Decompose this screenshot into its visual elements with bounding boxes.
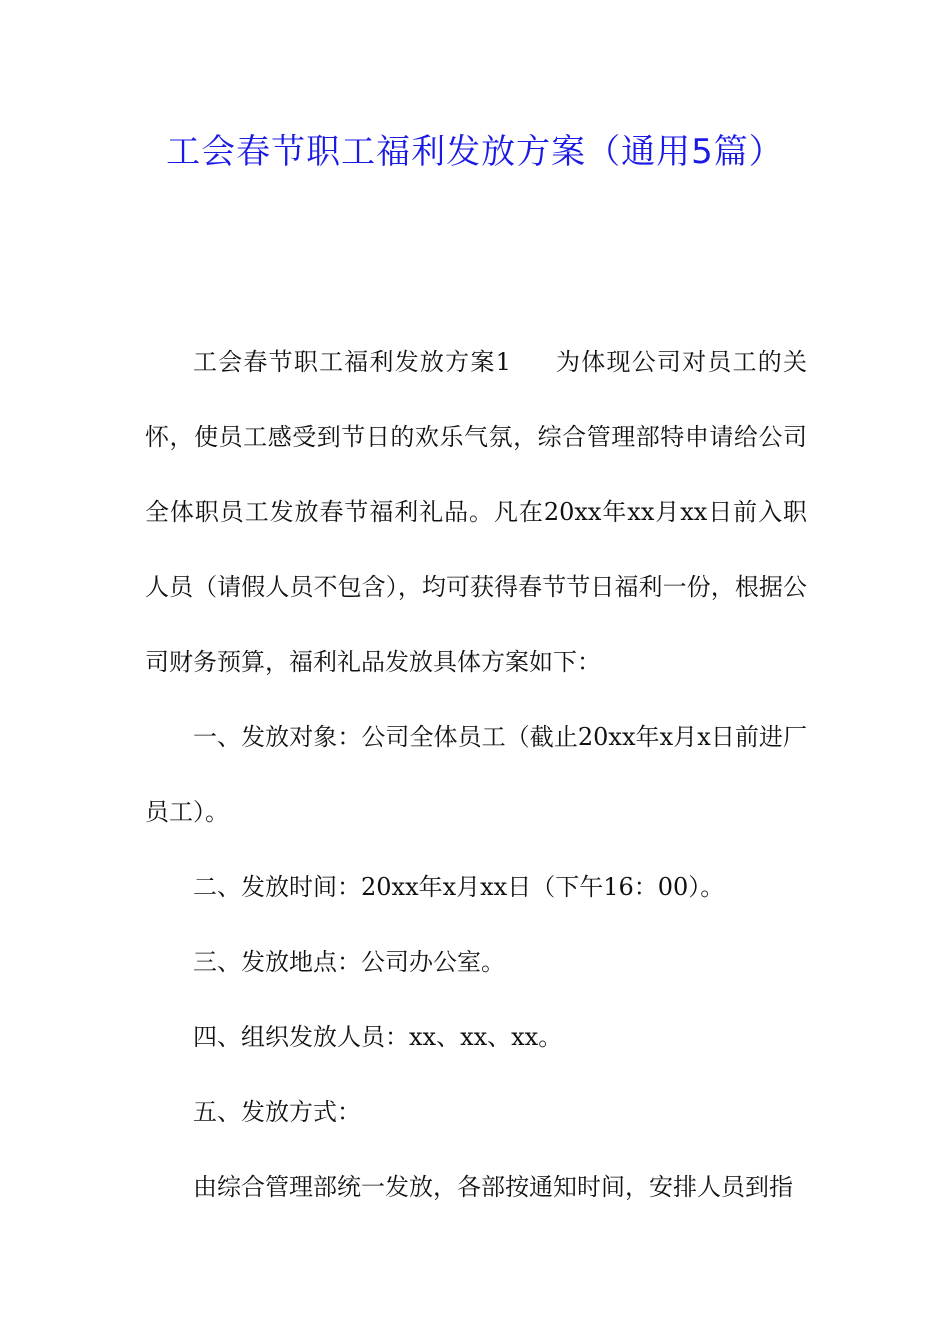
closing-paragraph: 由综合管理部统一发放，各部按通知时间，安排人员到指 [193, 1173, 793, 1201]
list-item: 一、发放对象：公司全体员工（截止20xx年x月x日前进厂员工）。 [145, 723, 807, 826]
document-body [145, 325, 807, 1225]
list-item: 四、组织发放人员：xx、xx、xx。 [193, 1023, 563, 1051]
list-item: 五、发放方式： [193, 1098, 361, 1126]
intro-text: 为体现公司对员工的关怀，使员工感受到节日的欢乐气氛，综合管理部特申请给公司全体职员工发放春节福利礼品。凡在20xx年xx月xx日前入职人员（请假人员不包含），均可获得春节节日福利一份，根据公司财务预算，福利礼品发放具体方案如下： [145, 348, 807, 676]
list-item: 二、发放时间：20xx年x月xx日（下午16：00）。 [193, 873, 725, 901]
list-item: 三、发放地点：公司办公室。 [193, 948, 505, 976]
document-title: 工会春节职工福利发放方案（通用5篇） [166, 132, 784, 172]
section-heading: 工会春节职工福利发放方案1 [193, 348, 511, 376]
intro-paragraph [145, 325, 807, 700]
